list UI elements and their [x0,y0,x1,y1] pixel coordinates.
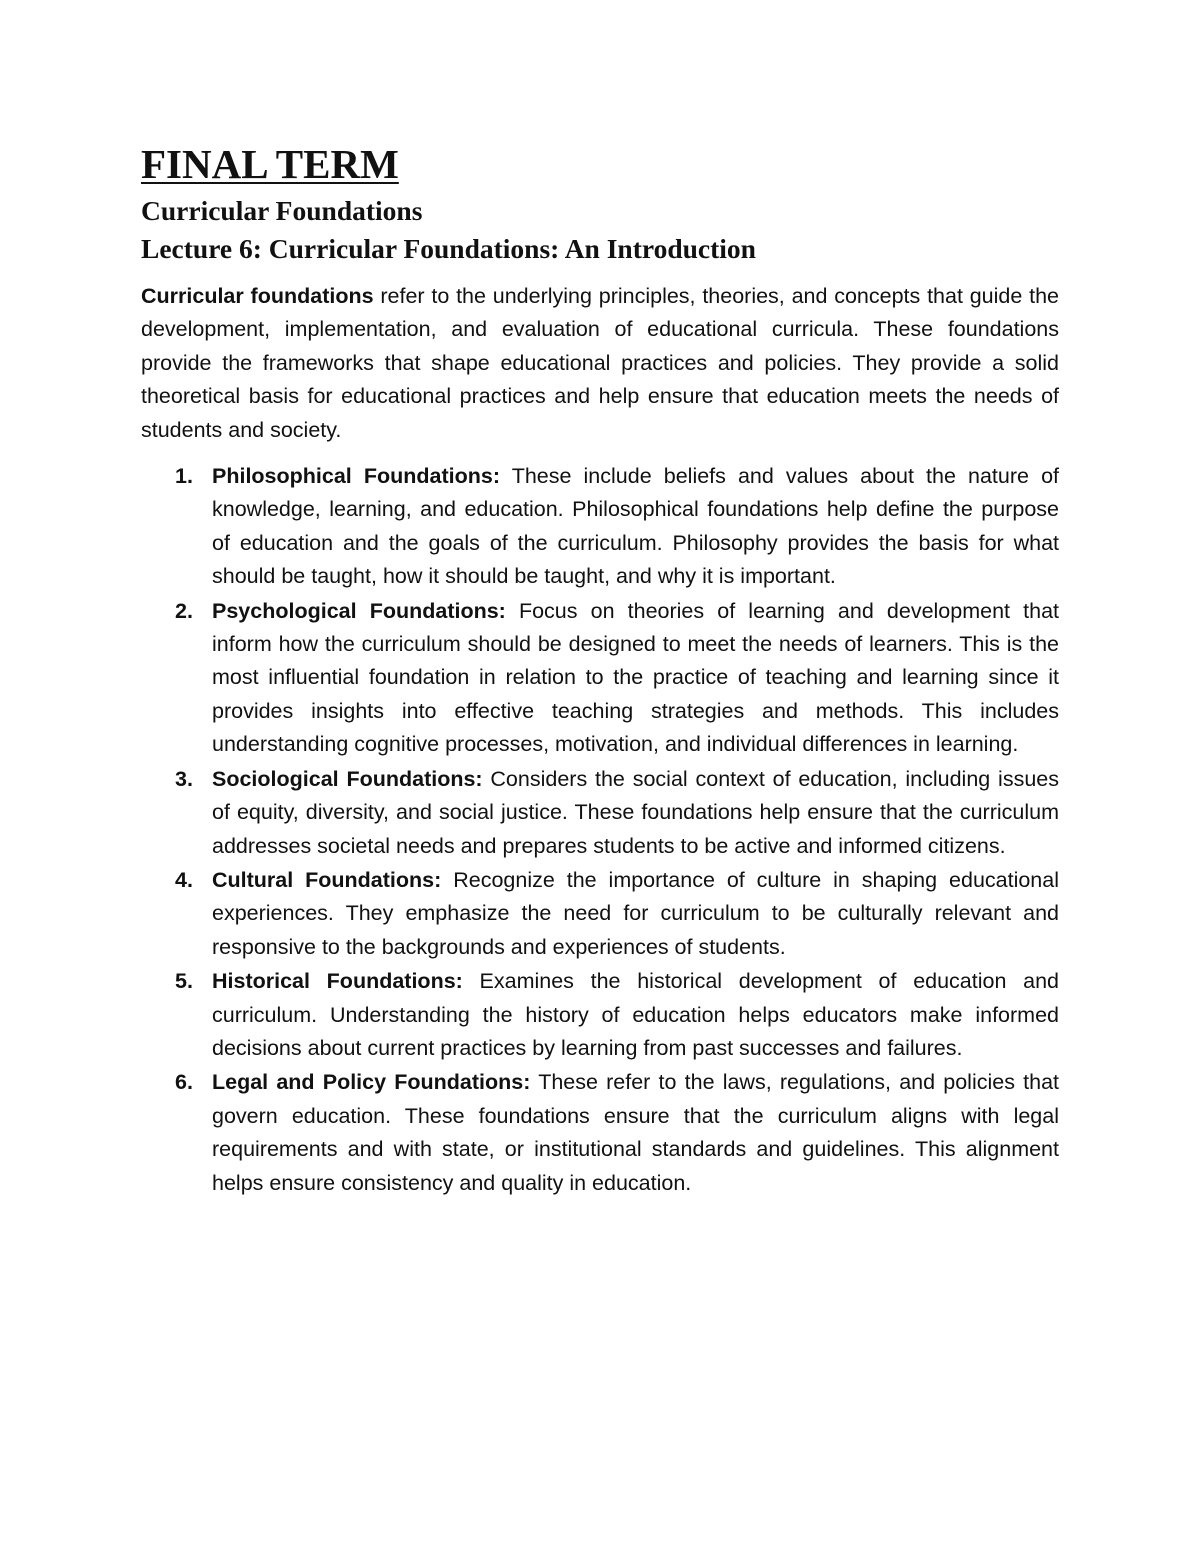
intro-text: refer to the underlying principles, theories, and concepts that guide the development, implementation, and evaluation of educational curricula. These foundations provide the frameworks that shape educational practices and policies. They provide a solid theoretical basis for educational practices and help ensure that education meets the needs of students and society. [141,284,1060,442]
list-item-cultural [141,864,1059,964]
list-item-historical [141,965,1059,1065]
list-item-number: 2. [175,598,193,623]
list-item-term: Historical Foundations: [212,969,463,994]
list-item-text: Considers the social context of education, including issues of equity, diversity, and social justice. These foundations help ensure that the curriculum addresses societal needs and prepares students to be active and informed citizens. [212,766,1059,858]
lecture-heading: Lecture 6: Curricular Foundations: An Introduction [141,233,756,264]
list-item-term: Legal and Policy Foundations: [212,1070,531,1095]
page-title: FINAL TERM [141,141,399,187]
document-page [141,140,1059,1201]
list-item-text: Examines the historical development of education and curriculum. Understanding the history of education helps educators make informed decisions about current practices by learning from past successes and failures. [212,969,1060,1060]
list-item-term: Philosophical Foundations: [212,464,500,489]
list-item-number: 5. [175,969,193,994]
list-item-text: Recognize the importance of culture in shaping educational experiences. They emphasize the need for curriculum to be culturally relevant and responsive to the backgrounds and experiences of students. [212,867,1060,959]
list-item-psychological [141,595,1059,762]
list-item-text: These refer to the laws, regulations, and policies that govern education. These foundations ensure that the curriculum aligns with legal requirements and with state, or institutional standards and guidelines. This alignment helps ensure consistency and quality in education. [212,1070,1059,1195]
intro-term: Curricular foundations [141,284,374,308]
list-item-number: 4. [175,867,193,892]
list-item-text: These include beliefs and values about the nature of knowledge, learning, and education. Philosophical foundations help define the purpose of education and the goals of the curriculum. Philosophy provides the basis for what should be taught, how it should be taught, and why it is important. [212,464,1059,589]
foundations-list [141,460,1059,1200]
list-item-number: 3. [175,766,193,791]
list-item-term: Cultural Foundations: [212,867,442,892]
list-item-philosophical [141,460,1059,594]
list-item-legal-policy [141,1066,1059,1200]
list-item-number: 6. [175,1070,193,1095]
list-item-term: Psychological Foundations: [212,598,506,623]
list-item-number: 1. [175,464,193,489]
intro-paragraph [141,280,1059,447]
list-item-text: Focus on theories of learning and development that inform how the curriculum should be designed to meet the needs of learners. This is the most influential foundation in relation to the practice of teaching and learning since it provides insights into effective teaching strategies and methods. This includes understanding cognitive processes, motivation, and individual differences in learning. [212,598,1059,757]
list-item-term: Sociological Foundations: [212,766,483,791]
section-subtitle: Curricular Foundations [141,195,423,226]
list-item-sociological [141,763,1059,863]
